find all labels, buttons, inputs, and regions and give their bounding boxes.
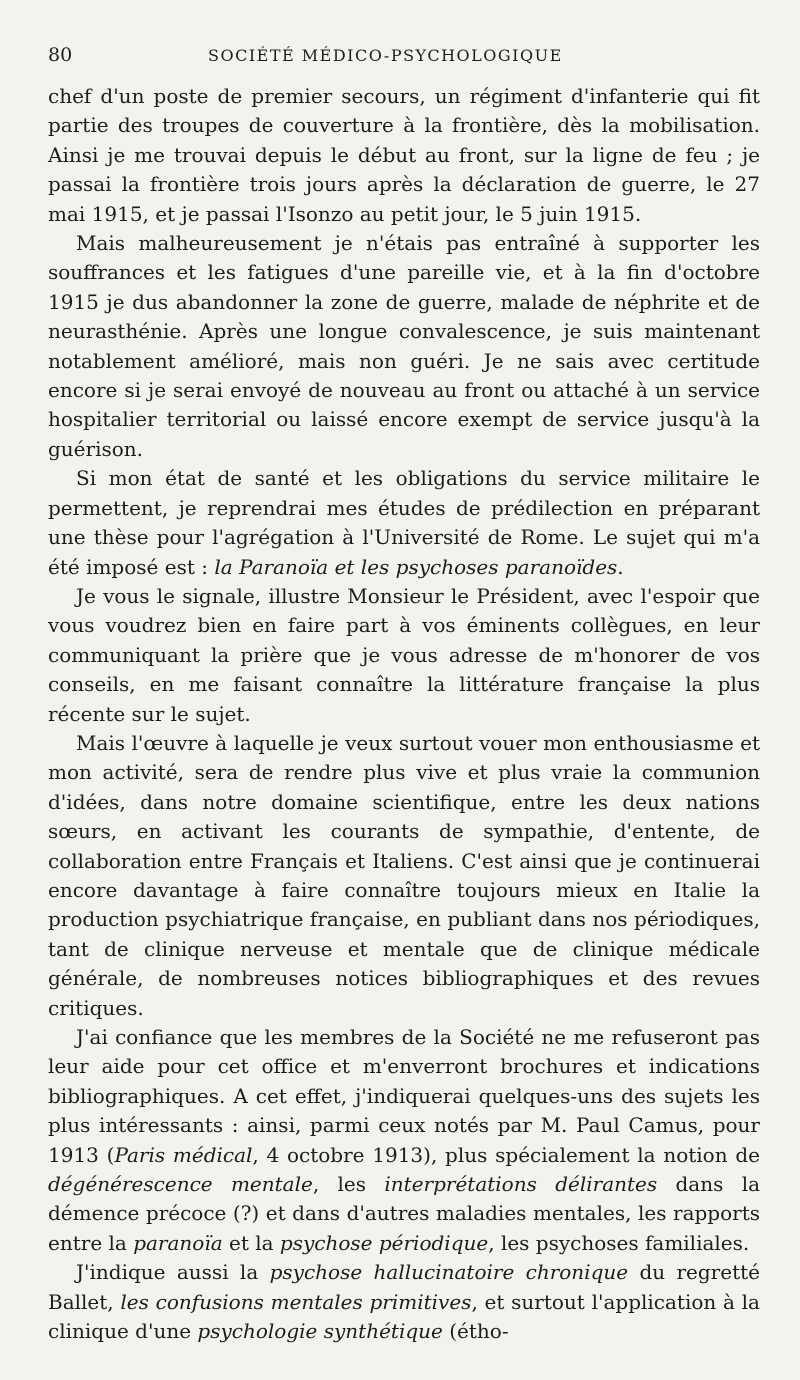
italic-text: la Paranoïa et les psychoses paranoïdes (214, 554, 618, 579)
text-run: chef d'un poste de premier secours, un régiment d'infanterie qui fit partie des troupes de couverture à la frontière, dès la mobilisation. Ainsi je me trouvai depuis le début au front, sur la ligne de feu ; je passai la frontière trois jours après la déclaration de guerre, le 27 mai 1915, et je passai l'Isonzo au petit jour, le 5 juin 1915. (48, 84, 760, 226)
text-run: Si mon état de santé et les obligations du service militaire le permettent, je reprendrai mes études de prédilection en préparant une thèse pour l'agrégation à l'Université de Rome. Le sujet qui m'a été imposé est : (48, 466, 760, 579)
running-head: SOCIÉTÉ MÉDICO-PSYCHOLOGIQUE (208, 46, 563, 65)
text-run: , les psychoses familiales. (488, 1230, 750, 1255)
paragraph (48, 1258, 760, 1346)
body-text (48, 82, 760, 1346)
italic-text: psychose hallucinatoire chronique (269, 1260, 629, 1285)
italic-text: les confusions mentales primitives (120, 1289, 472, 1314)
text-run: J'indique aussi la (76, 1260, 270, 1285)
paragraph (48, 729, 760, 1023)
italic-text: dégénérescence mentale (48, 1172, 313, 1197)
text-run: et la (222, 1230, 280, 1255)
paragraph (48, 464, 760, 582)
text-run: . (617, 554, 624, 579)
italic-text: psychologie synthétique (197, 1319, 443, 1344)
text-run: (étho- (442, 1319, 509, 1344)
page-header (48, 44, 760, 78)
text-run: Mais malheureusement je n'étais pas entraîné à supporter les souffrances et les fatigues d'une pareille vie, et à la fin d'octobre 1915 je dus abandonner la zone de guerre, malade de néphrite et de neurasthénie. Après une longue convalescence, je suis maintenant notablement amélioré, mais non guéri. Je ne sais avec certitude encore si je serai envoyé de nouveau au front ou attaché à un service hospitalier territorial ou laissé encore exempt de service jusqu'à la guérison. (48, 231, 760, 461)
text-run: J'ai confiance que les membres de la Société ne me refuseront pas leur aide pour cet office et m'enverront brochures et indications bibliographiques. A cet effet, j'indiquerai quelques-uns des sujets les plus intéressants : ainsi, parmi ceux notés par M. Paul Camus, pour 1913 ( (48, 1025, 760, 1167)
italic-text: psychose périodique (279, 1230, 489, 1255)
page-number: 80 (48, 44, 73, 66)
paragraph (48, 1023, 760, 1258)
text-run: du regretté Ballet, (48, 1260, 760, 1314)
italic-text: Paris médical (114, 1142, 253, 1167)
text-run: dans la démence précoce (?) et dans d'autres maladies mentales, les rapports entre la (48, 1172, 761, 1255)
paragraph (48, 582, 760, 729)
paragraph (48, 82, 760, 229)
text-run: , les (312, 1172, 385, 1197)
italic-text: paranoïa (133, 1230, 223, 1255)
text-run: Mais l'œuvre à laquelle je veux surtout vouer mon enthousiasme et mon activité, sera de rendre plus vive et plus vraie la communion d'idées, dans notre domaine scientifique, entre les deux nations sœurs, en activant les courants de sympathie, d'entente, de collaboration entre Français et Italiens. C'est ainsi que je continuerai encore davantage à faire connaître toujours mieux en Italie la production psychiatrique française, en publiant dans nos périodiques, tant de clinique nerveuse et mentale que de clinique médicale générale, de nombreuses notices bibliographiques et des revues critiques. (48, 730, 760, 1020)
text-run: Je vous le signale, illustre Monsieur le Président, avec l'espoir que vous voudrez bien en faire part à vos éminents collègues, en leur communiquant la prière que je vous adresse de m'honorer de vos conseils, en me faisant connaître la littérature française la plus récente sur le sujet. (48, 583, 760, 726)
text-run: , 4 octobre 1913), plus spécialement la notion de (252, 1142, 760, 1167)
text-run: , et surtout l'application à la clinique d'une (48, 1289, 760, 1344)
paragraph (48, 229, 760, 464)
italic-text: interprétations délirantes (384, 1172, 658, 1197)
